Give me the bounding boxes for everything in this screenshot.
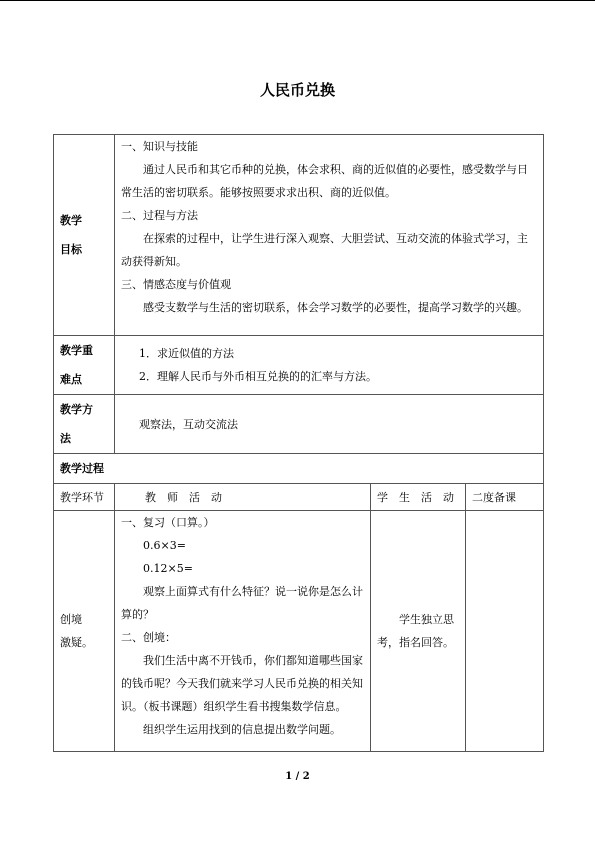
review-question: 观察上面算式有什么特征？说一说你是怎么计算的？ (121, 585, 363, 621)
key-points-row (54, 336, 544, 395)
goal-paragraph: 在探索的过程中，让学生进行深入观察、大胆尝试、互动交流的体验式学习，主动获得新知。 (121, 232, 528, 268)
teaching-methods-row (54, 395, 544, 454)
calc-line: 0.12×5= (143, 562, 193, 575)
stage-line: 激疑。 (60, 636, 93, 649)
stage-line: 创境 (60, 613, 82, 626)
goal-heading: 二、过程与方法 (121, 209, 198, 222)
teaching-methods-content (115, 395, 544, 454)
label-line: 目标 (60, 243, 82, 256)
teaching-goals-label (54, 135, 115, 336)
column-header-second-prep: 二度备课 (466, 484, 544, 511)
goal-paragraph: 通过人民币和其它币种的兑换，体会求积、商的近似值的必要性，感受数学与日常生活的密切联系。能够按照要求求出积、商的近似值。 (121, 163, 528, 199)
column-header-stage: 教学环节 (54, 484, 115, 511)
teacher-last-paragraph: 组织学生运用找到的信息提出数学问题。 (143, 723, 341, 736)
teaching-methods-label (54, 395, 115, 454)
key-points-content (115, 336, 544, 395)
process-column-headers (54, 484, 544, 511)
key-point-item: 1．求近似值的方法 (139, 347, 234, 360)
teaching-process-label: 教学过程 (54, 454, 544, 484)
column-header-student: 学 生 活 动 (371, 484, 466, 511)
label-line: 教学重 (60, 344, 93, 357)
header-rule (0, 0, 595, 1)
goal-heading: 三、情感态度与价值观 (121, 278, 231, 291)
process-body-row (54, 511, 544, 752)
page-number: 1 / 2 (285, 771, 310, 782)
label-line: 难点 (60, 373, 82, 386)
key-point-item: 2．理解人民币与外币相互兑换的的汇率与方法。 (139, 370, 377, 383)
student-activity-text: 学生独立思考，指名回答。 (377, 613, 454, 649)
stage-cell (54, 511, 115, 752)
page-title: 人民币兑换 (259, 81, 335, 99)
teaching-process-row (54, 454, 544, 484)
second-prep-cell (466, 511, 544, 752)
student-activity-cell (371, 511, 466, 752)
teaching-methods-text: 观察法，互动交流法 (139, 417, 238, 431)
key-points-label (54, 336, 115, 395)
teaching-goals-content (115, 135, 544, 336)
label-line: 教学 (60, 214, 82, 227)
review-heading: 一、复习（口算。） (121, 516, 215, 529)
goal-paragraph: 感受支数学与生活的密切联系，体会学习数学的必要性，提高学习数学的兴趣。 (143, 301, 528, 314)
calc-line: 0.6×3= (143, 539, 186, 552)
label-line: 法 (60, 432, 71, 445)
teaching-goals-row (54, 135, 544, 336)
goal-heading: 一、知识与技能 (121, 140, 198, 153)
label-line: 教学方 (60, 403, 93, 416)
intro-paragraph: 我们生活中离不开钱币，你们都知道哪些国家的钱币呢？今天我们就来学习人民币兑换的相关知识。（板书课题）组织学生看书搜集数学信息。 (121, 654, 363, 713)
teacher-activity-cell (115, 511, 371, 752)
lesson-plan-table (53, 134, 544, 752)
intro-heading: 二、创境： (121, 631, 176, 644)
column-header-teacher: 教 师 活 动 (115, 484, 371, 511)
